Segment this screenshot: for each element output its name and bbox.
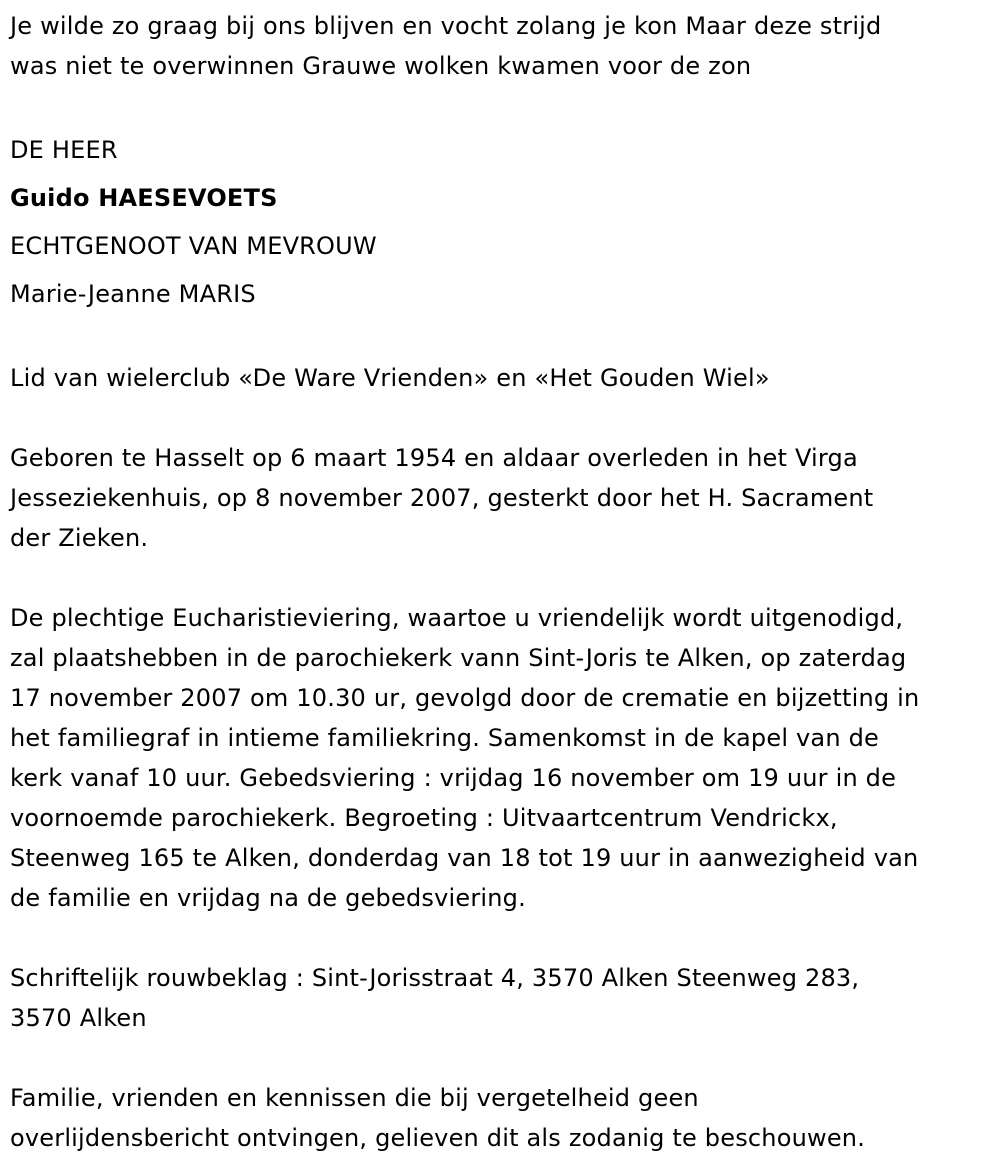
condolences-line: 3570 Alken <box>10 1004 147 1032</box>
closing-line: Familie, vrienden en kennissen die bij vergetelheid geen <box>10 1084 699 1112</box>
birth-death-line: Jesseziekenhuis, op 8 november 2007, gesterkt door het H. Sacrament <box>10 484 874 512</box>
person-block <box>10 126 995 318</box>
ceremony-line: Steenweg 165 te Alken, donderdag van 18 tot 19 uur in aanwezigheid van <box>10 844 919 872</box>
verse-line: was niet te overwinnen Grauwe wolken kwamen voor de zon <box>10 52 752 80</box>
obituary-notice <box>10 6 995 1158</box>
verse-paragraph <box>10 6 995 86</box>
ceremony-line: de familie en vrijdag na de gebedsviering. <box>10 884 526 912</box>
condolences-line: Schriftelijk rouwbeklag : Sint-Jorisstraat 4, 3570 Alken Steenweg 283, <box>10 964 860 992</box>
membership-paragraph <box>10 358 995 398</box>
spacer <box>10 398 995 438</box>
relation-label: ECHTGENOOT VAN MEVROUW <box>10 232 377 260</box>
closing-line: overlijdensbericht ontvingen, gelieven dit als zodanig te beschouwen. <box>10 1124 866 1152</box>
birth-death-paragraph <box>10 438 995 558</box>
spacer <box>10 86 995 126</box>
spouse-name: Marie-Jeanne MARIS <box>10 280 256 308</box>
spacer <box>10 918 995 958</box>
ceremony-line: kerk vanaf 10 uur. Gebedsviering : vrijdag 16 november om 19 uur in de <box>10 764 897 792</box>
ceremony-line: voornoemde parochiekerk. Begroeting : Uitvaartcentrum Vendrickx, <box>10 804 838 832</box>
spacer <box>10 318 995 358</box>
spacer <box>10 558 995 598</box>
ceremony-line: het familiegraf in intieme familiekring. Samenkomst in de kapel van de <box>10 724 879 752</box>
ceremony-paragraph <box>10 598 995 918</box>
closing-paragraph <box>10 1078 995 1158</box>
ceremony-line: zal plaatshebben in de parochiekerk vann Sint-Joris te Alken, op zaterdag <box>10 644 907 672</box>
birth-death-line: der Zieken. <box>10 524 149 552</box>
condolences-paragraph <box>10 958 995 1038</box>
ceremony-line: De plechtige Eucharistieviering, waartoe u vriendelijk wordt uitgenodigd, <box>10 604 904 632</box>
spacer <box>10 1038 995 1078</box>
person-title: DE HEER <box>10 136 118 164</box>
deceased-name: Guido HAESEVOETS <box>10 184 278 212</box>
verse-line: Je wilde zo graag bij ons blijven en vocht zolang je kon Maar deze strijd <box>10 12 882 40</box>
birth-death-line: Geboren te Hasselt op 6 maart 1954 en aldaar overleden in het Virga <box>10 444 858 472</box>
membership-text: Lid van wielerclub «De Ware Vrienden» en «Het Gouden Wiel» <box>10 364 770 392</box>
ceremony-line: 17 november 2007 om 10.30 ur, gevolgd door de crematie en bijzetting in <box>10 684 920 712</box>
